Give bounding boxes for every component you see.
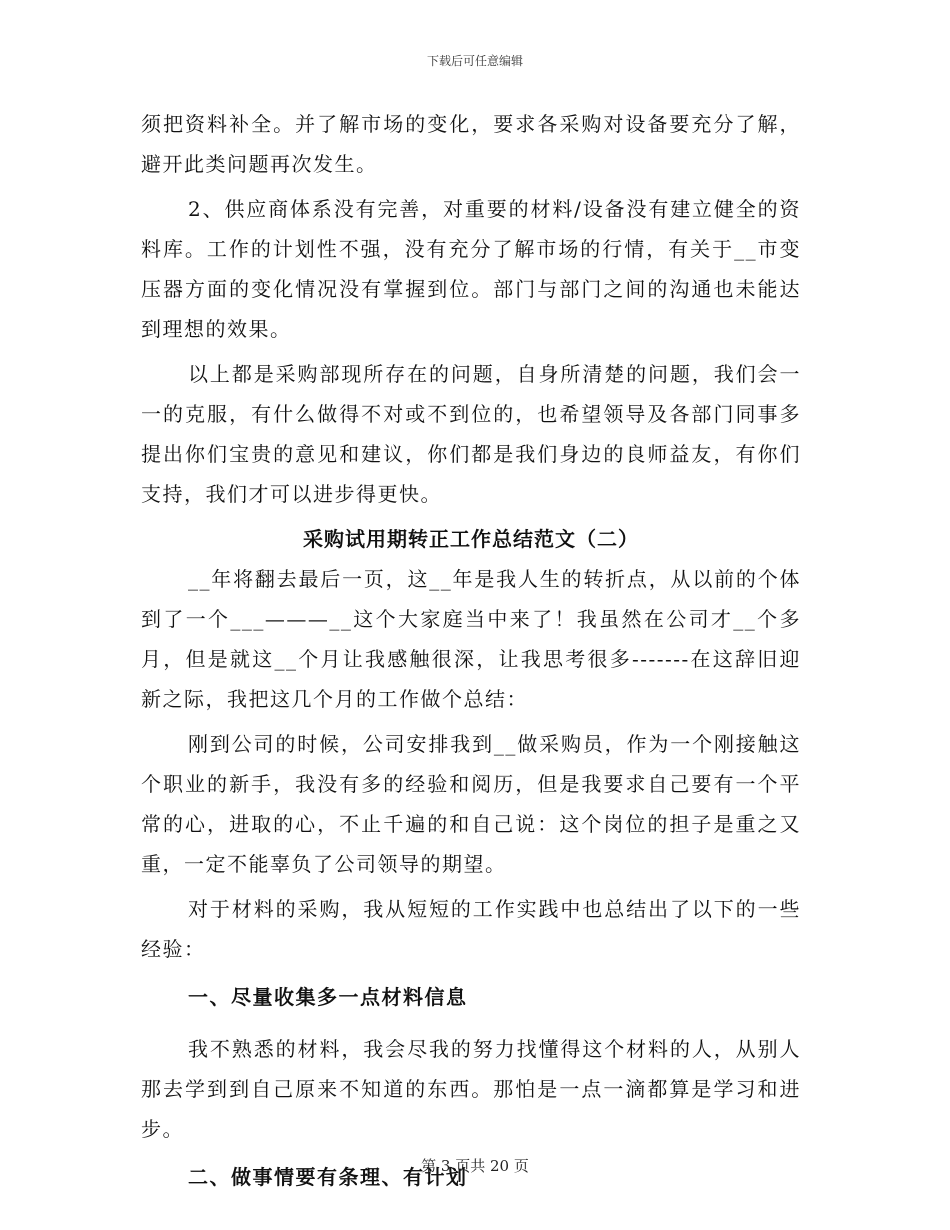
paragraph-7: 我不熟悉的材料，我会尽我的努力找懂得这个材料的人，从别人那去学到到自己原来不知道的东西。那怕是一点一滴都算是学习和进步。 bbox=[141, 1037, 801, 1141]
subheading-1: 一、尽量收集多一点材料信息 bbox=[188, 985, 468, 1009]
paragraph-3: 以上都是采购部现所存在的问题，自身所清楚的问题，我们会一一的克服，有什么做得不对或不到位的，也希望领导及各部门同事多提出你们宝贵的意见和建议，你们都是我们身边的良师益友，有你们支持，我们才可以进步得更快。 bbox=[141, 362, 801, 506]
paragraph-4: __年将翻去最后一页，这__年是我人生的转折点，从以前的个体到了一个___———__这个大家庭当中来了！我虽然在公司才__个多月，但是就这__个月让我感触很深，让我思考很多-------在这辞旧迎新之际，我把这几个月的工作做个总结： bbox=[141, 567, 801, 711]
page-header: 下载后可任意编辑 bbox=[426, 54, 523, 68]
paragraph-5: 刚到公司的时候，公司安排我到__做采购员，作为一个刚接触这个职业的新手，我没有多的经验和阅历，但是我要求自己要有一个平常的心，进取的心，不止千遍的和自己说：这个岗位的担子是重之又重，一定不能辜负了公司领导的期望。 bbox=[141, 732, 801, 876]
section-title: 采购试用期转正工作总结范文（二） bbox=[303, 527, 639, 551]
paragraph-2: 2、供应商体系没有完善，对重要的材料/设备没有建立健全的资料库。工作的计划性不强，没有充分了解市场的行情，有关于__市变压器方面的变化情况没有掌握到位。部门与部门之间的沟通也未能达到理想的效果。 bbox=[141, 197, 801, 341]
subheading-2: 二、做事情要有条理、有计划 bbox=[188, 1165, 468, 1189]
paragraph-1: 须把资料补全。并了解市场的变化，要求各采购对设备要充分了解，避开此类问题再次发生。 bbox=[141, 112, 801, 176]
page-footer: 第 3 页共 20 页 bbox=[421, 1157, 529, 1175]
paragraph-6: 对于材料的采购，我从短短的工作实践中也总结出了以下的一些经验： bbox=[141, 897, 801, 961]
document-body bbox=[141, 104, 801, 1209]
